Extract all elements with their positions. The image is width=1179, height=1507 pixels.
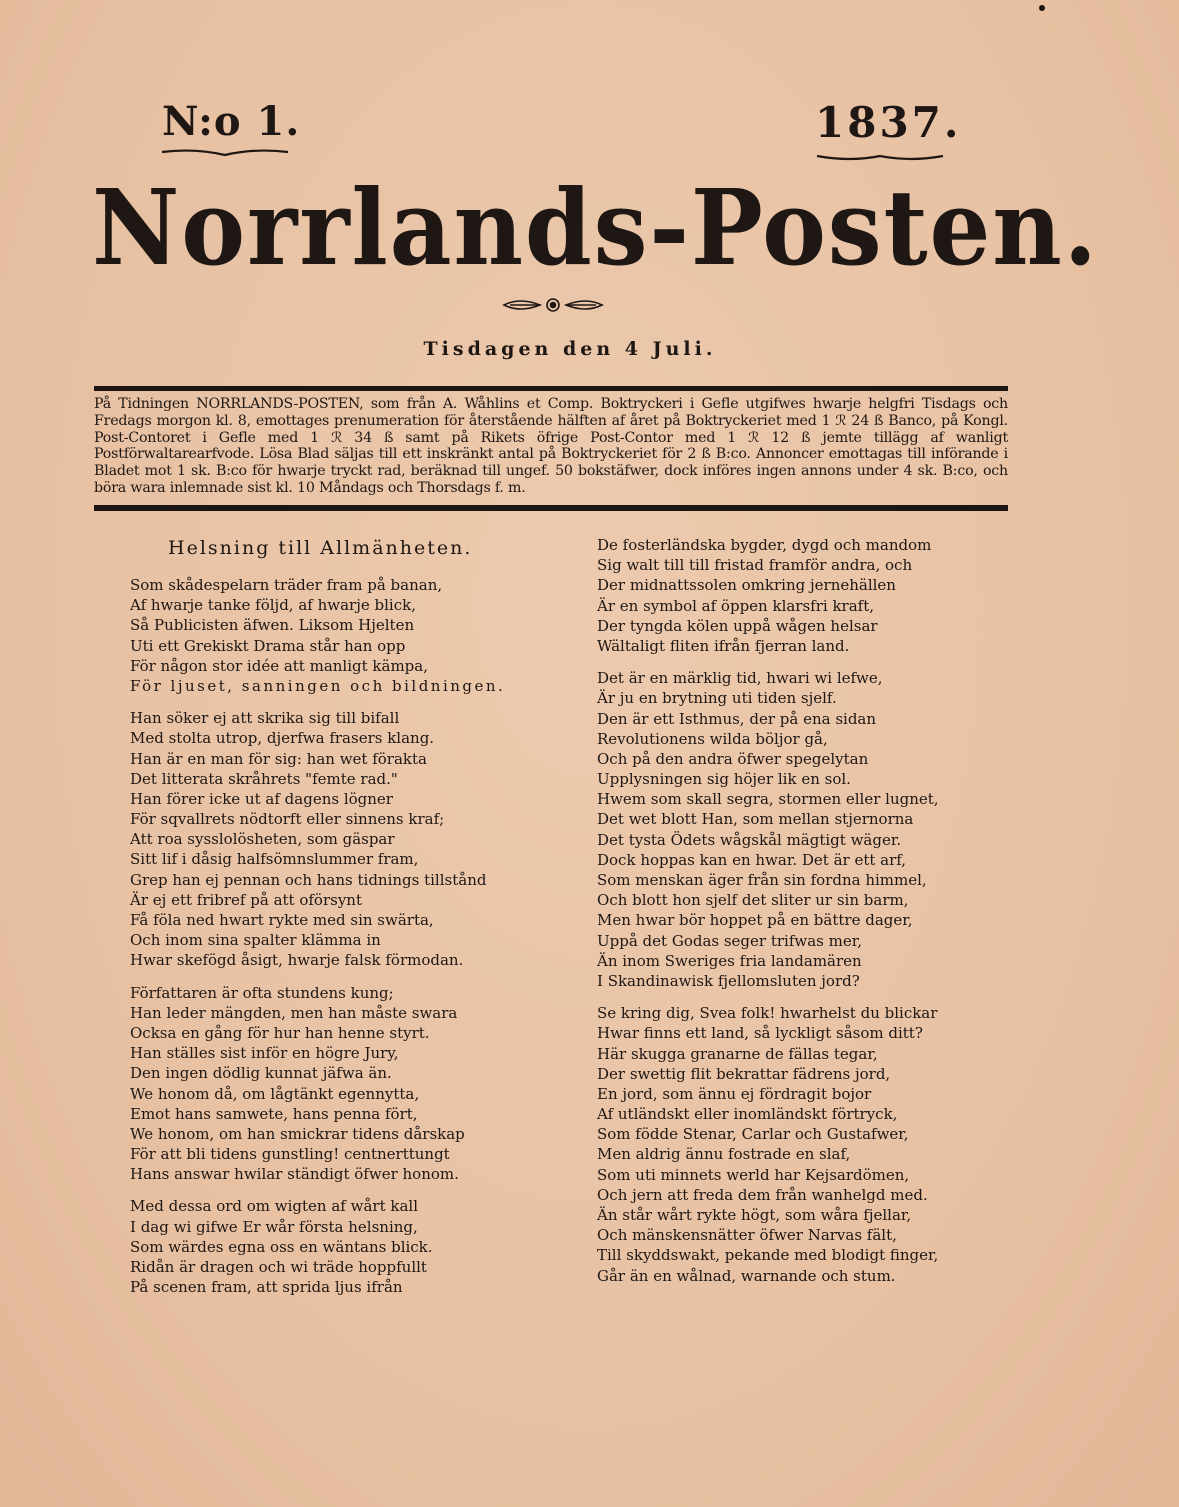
poem-line: Af utländskt eller inomländskt förtryck, [597,1105,898,1124]
poem-line: Uti ett Grekiskt Drama står han opp [130,636,406,655]
poem-line: Den ingen dödlig kunnat jäfwa än. [130,1064,392,1083]
issue-number-swash [160,146,290,160]
poem-line: Så Publicisten äfwen. Liksom Hjelten [130,616,415,635]
poem-line: Än står wårt rykte högt, som wåra fjellar, [597,1206,912,1224]
poem-line: Och blott hon sjelf det sliter ur sin barm, [597,891,909,910]
poem-line: För att bli tidens gunstling! centnerttungt [130,1145,450,1164]
poem-line: Han leder mängden, men han måste swara [130,1003,458,1022]
issue-number: N:o 1. [162,98,301,145]
poem-line: Till skyddswakt, pekande med blodigt finger, [597,1246,939,1265]
subscription-notice: På Tidningen NORRLANDS-POSTEN, som från A. Wåhlins et Comp. Boktryckeri i Gefle utgifwes hwarje helgfri Tisdags och Fredags morgon kl. 8, emottages prenumeration för återstående hälften af året på Boktryckeriet med 1 ℛ 24 ß Banco, på Kongl. Post-Contoret i Gefle med 1 ℛ 34 ß samt på Rikets öfrige Post-Contor med 1 ℛ 12 ß jemte tillägg af wanligt Postförwaltarearfvode. Lösa Blad säljas till ett inskränkt antal på Boktryckeriet för 2 ß B:co. Annoncer emottagas till införande i Bladet mot 1 sk. B:co för hwarje tryckt rad, beräknad till ungef. 50 bokstäfwer, dock införes ingen annons under 4 sk. B:co, och böra wara inlemnade sist kl. 10 Måndags och Thorsdags f. m. [94,396,1008,496]
poem-line: Som födde Stenar, Carlar och Gustafwer, [597,1125,909,1144]
poem-line: En jord, som ännu ej fördragit bojor [597,1084,872,1103]
date-line: Tisdagen den 4 Juli. [423,338,717,360]
poem-line: För någon stor idée att manligt kämpa, [130,656,428,675]
poem-line: Som skådespelarn träder fram på banan, [130,576,443,594]
poem-line: Der midnattssolen omkring jernehällen [597,576,896,595]
poem-stanza [130,708,505,970]
poem-line: Der tyngda kölen uppå wågen helsar [597,616,878,635]
masthead-title: Norrlands-Posten. [92,166,1099,289]
poem-line: Och inom sina spalter klämma in [130,931,381,950]
poem-line: Af hwarje tanke följd, af hwarje blick, [130,596,416,615]
right-column [597,535,939,1298]
poem-line: Han är en man för sig: han wet förakta [130,749,427,768]
poem-line: Ridån är dragen och wi träde hoppfullt [130,1258,427,1276]
poem-line: Det wet blott Han, som mellan stjernorna [597,810,914,829]
poem-line: Wältaligt fliten ifrån fjerran land. [597,636,850,655]
poem-stanza [597,1003,939,1286]
poem-line: För ljuset, sanningen och bildningen. [130,676,506,695]
poem-line: På scenen fram, att sprida ljus ifrån [130,1278,403,1297]
poem-line: Se kring dig, Svea folk! hwarhelst du blickar [597,1004,938,1023]
poem-line: De fosterländska bygder, dygd och mandom [597,536,932,554]
poem-line: För sqvallrets nödtorft eller sinnens kraf; [130,810,445,829]
poem-line: Den är ett Isthmus, der på ena sidan [597,709,877,728]
poem-stanza [130,575,505,696]
poem-line: Sig walt till till fristad framför andra, och [597,556,913,575]
poem-title: Helsning till Allmänheten. [168,537,473,559]
left-column [130,575,505,1309]
poem-line: Som wärdes egna oss en wäntans blick. [130,1237,433,1256]
poem-line: Grep han ej pennan och hans tidnings tillstånd [130,870,487,889]
ornament-divider [500,294,606,316]
poem-line: Går än en wålnad, warnande och stum. [597,1266,896,1285]
poem-line: Är ej ett fribref på att oförsynt [130,890,362,909]
poem-stanza [597,668,939,991]
top-rule [94,386,1008,391]
poem-line: Det litterata skråhrets "femte rad." [130,769,398,788]
year-swash [815,150,945,164]
poem-line: Men aldrig ännu fostrade en slaf, [597,1145,851,1164]
poem-line: We honom, om han smickrar tidens dårskap [130,1124,465,1143]
poem-line: Med stolta utrop, djerfwa frasers klang. [130,729,435,748]
poem-stanza [130,1196,505,1297]
issue-year: 1837. [815,98,962,147]
poem-stanza [130,983,505,1185]
poem-line: Och på den andra öfwer spegelytan [597,749,869,768]
poem-line: I Skandinawisk fjellomsluten jord? [597,971,860,990]
poem-line: Som uti minnets werld har Kejsardömen, [597,1165,910,1184]
poem-line: Han söker ej att skrika sig till bifall [130,709,400,728]
poem-line: Är en symbol af öppen klarsfri kraft, [597,596,875,615]
poem-line: Upplysningen sig höjer lik en sol. [597,770,851,789]
poem-line: Sitt lif i dåsig halfsömnslummer fram, [130,850,419,869]
poem-line: Författaren är ofta stundens kung; [130,983,394,1002]
bottom-rule [94,505,1008,511]
poem-line: I dag wi gifwe Er wår första helsning, [130,1217,418,1236]
poem-line: Ocksa en gång för hur han henne styrt. [130,1023,430,1042]
ink-speck [1039,5,1045,11]
poem-line: Dock hoppas kan en hwar. Det är ett arf, [597,850,907,869]
poem-line: Det tysta Ödets wågskål mägtigt wäger. [597,830,902,849]
poem-line: Der swettig flit bekrattar fädrens jord, [597,1064,891,1083]
poem-line: Revolutionens wilda böljor gå, [597,729,828,748]
poem-line: Med dessa ord om wigten af wårt kall [130,1197,418,1216]
poem-line: Hwar finns ett land, så lyckligt såsom ditt? [597,1024,923,1043]
poem-line: Men hwar bör hoppet på en bättre dager, [597,911,913,930]
poem-line: Han förer icke ut af dagens lögner [130,789,393,808]
poem-line: Och jern att freda dem från wanhelgd med. [597,1185,928,1204]
poem-line: Och mänskensnätter öfwer Narvas fält, [597,1226,897,1245]
poem-line: Än inom Sweriges fria landamären [597,951,862,970]
poem-stanza [597,535,939,656]
poem-line: Här skuggа granarne de fällas tegar, [597,1044,878,1063]
poem-line: Att roa sysslolösheten, som gäspar [130,830,395,849]
poem-line: Uppå det Godas seger trifwas mer, [597,931,863,950]
poem-line: Hwem som skall segra, stormen eller lugnet, [597,790,939,809]
poem-line: Han ställes sist inför en högre Jury, [130,1044,399,1063]
poem-line: Hans answar hwilar ständigt öfwer honom. [130,1165,459,1184]
poem-line: Som menskan äger från sin fordna himmel, [597,871,927,889]
poem-line: Emot hans samwete, hans penna fört, [130,1104,418,1123]
poem-line: Det är en märklig tid, hwari wi lefwe, [597,669,883,688]
poem-line: Hwar skefögd åsigt, hwarje falsk förmodan. [130,951,464,970]
poem-line: We honom då, om lågtänkt egennytta, [130,1084,420,1103]
poem-line: Är ju en brytning uti tiden sjelf. [597,689,837,708]
poem-line: Få föla ned hwart rykte med sin swärta, [130,911,434,929]
